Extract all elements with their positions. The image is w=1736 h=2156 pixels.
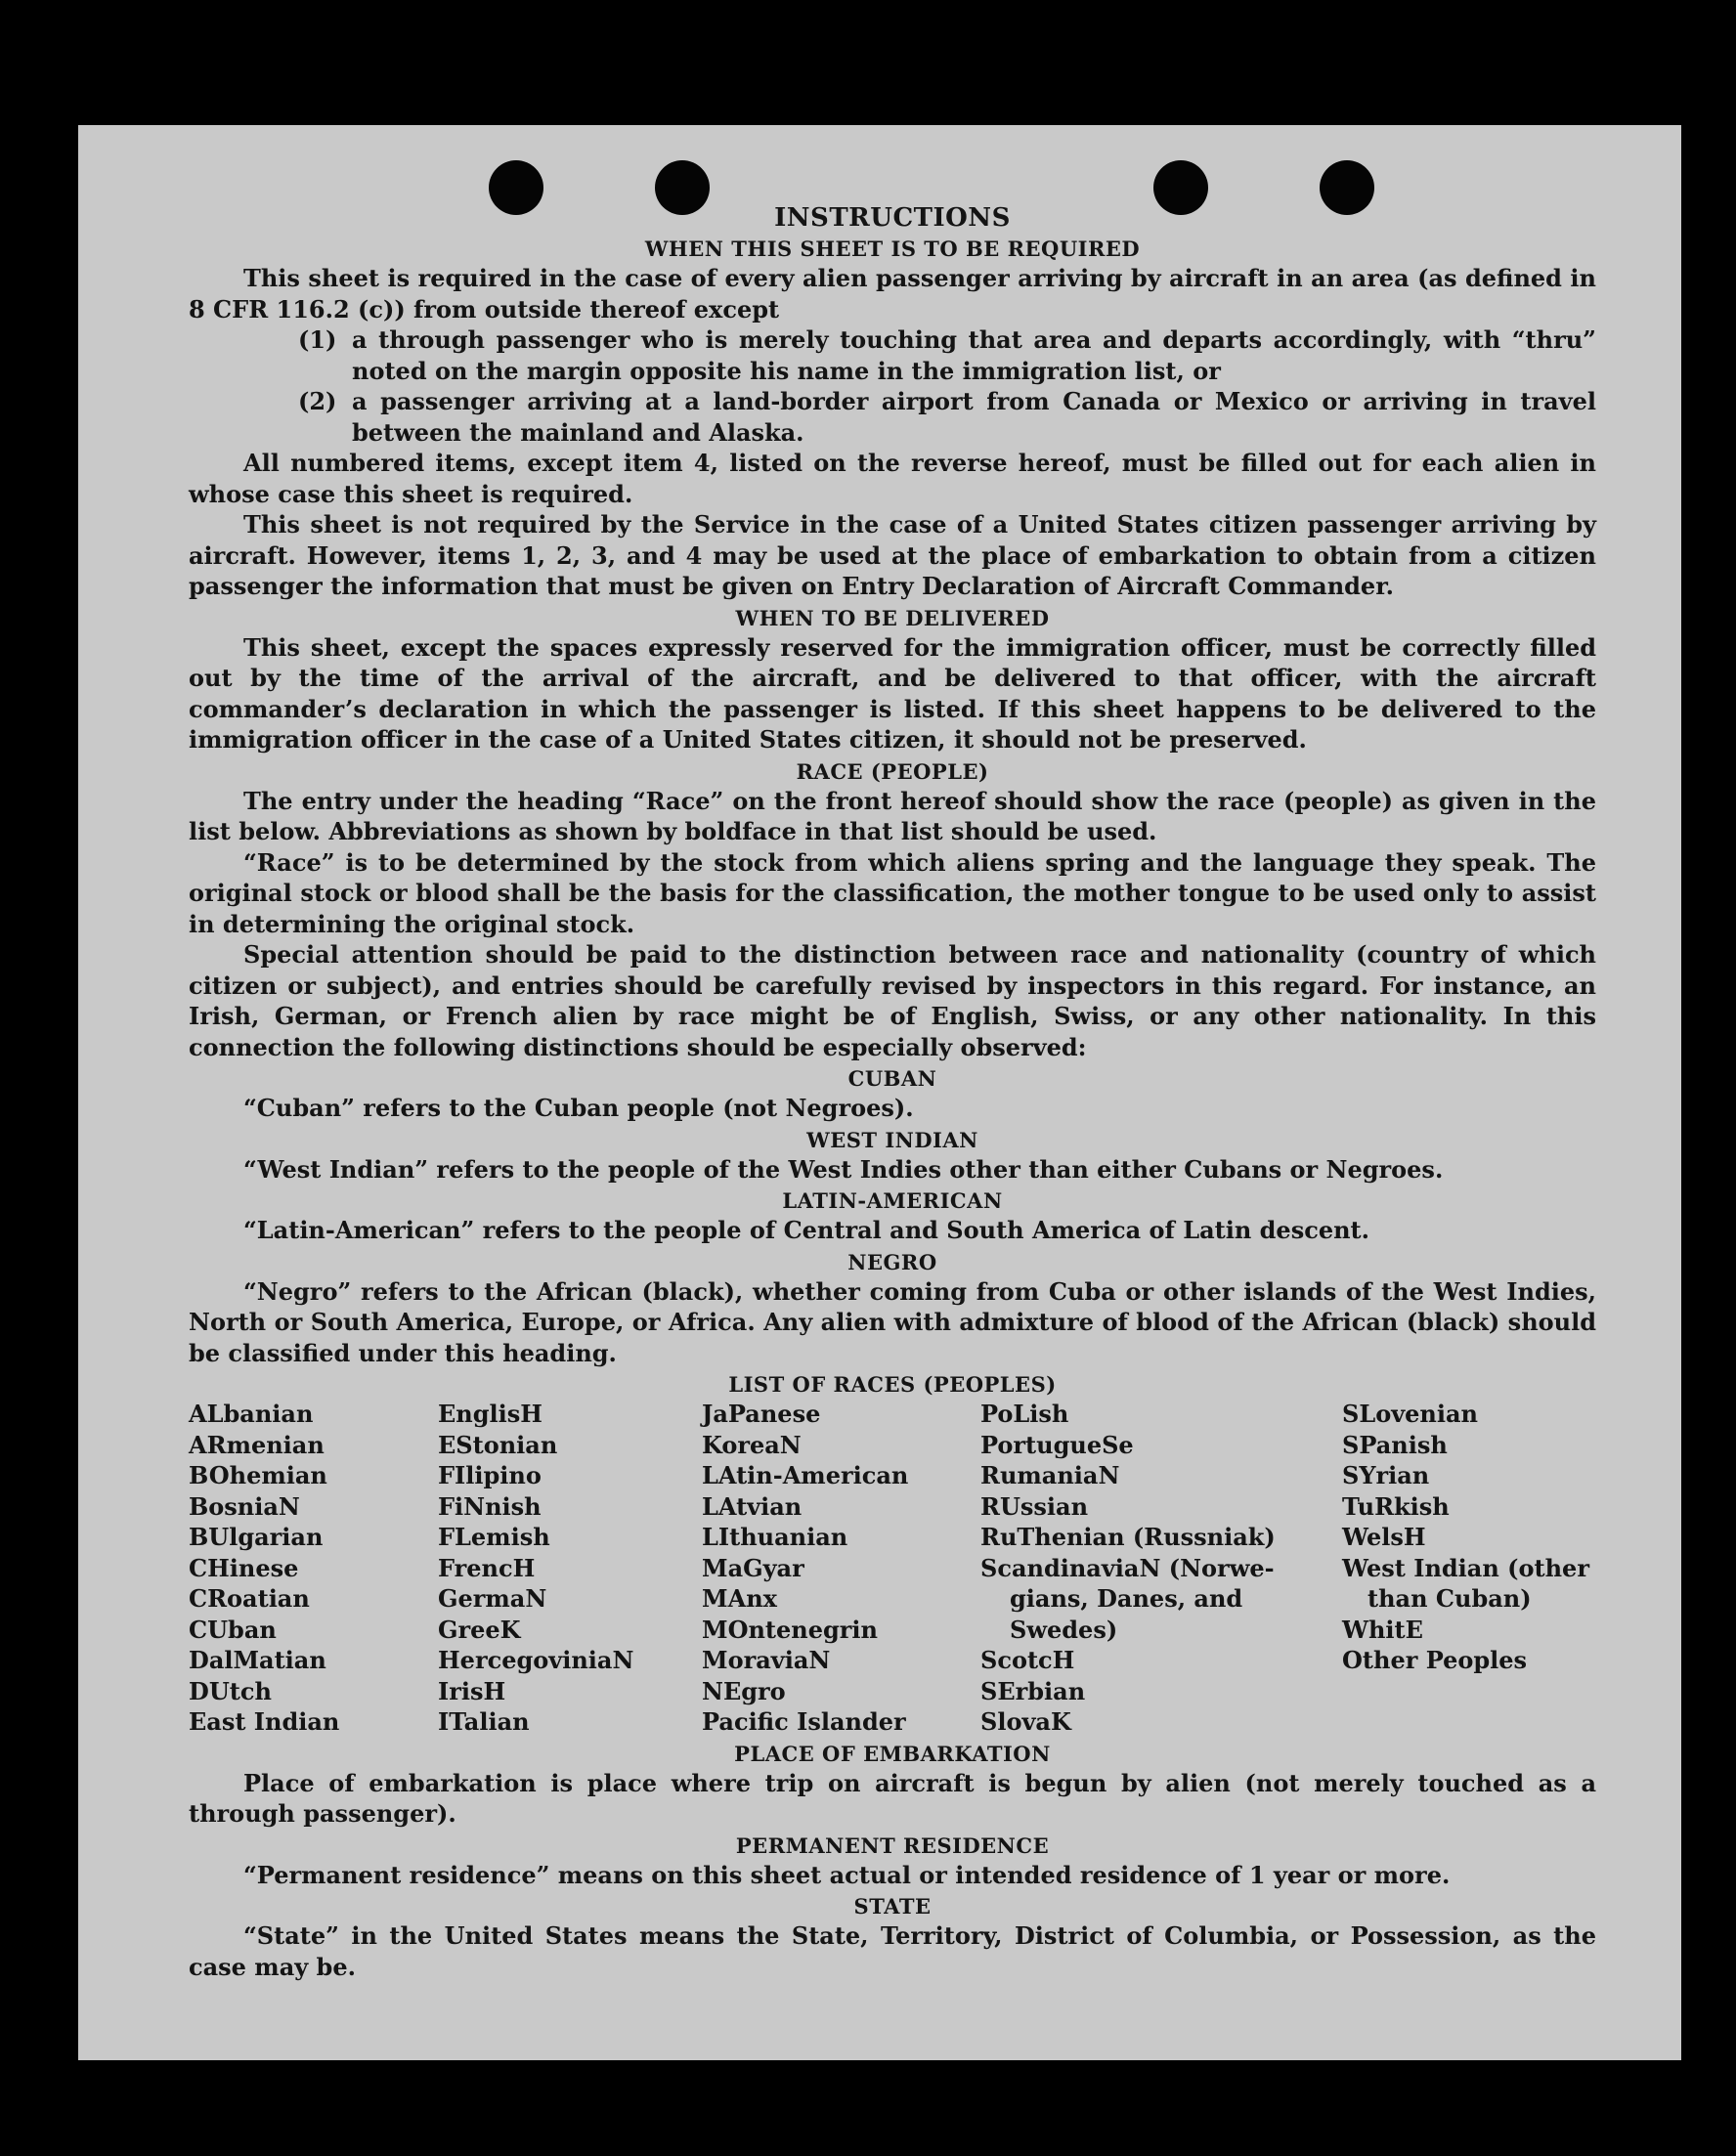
instruction-sheet (78, 125, 1681, 2060)
race-entry: IrisH (438, 1676, 506, 1705)
paragraph: The entry under the heading “Race” on the front hereof should show the race (people) as given in the list below. Abbreviations as shown by boldface in that list should be used. (189, 786, 1596, 845)
numbered-item (298, 324, 1596, 386)
paragraph: Special attention should be paid to the distinction between race and nationality (country of which citizen or subject), and entries should be carefully revised by inspectors in this regard. For instance, an Irish, German, or French alien by race might be of English, Swiss, or any other nationality. In this connection the following distinctions should be especially observed: (189, 940, 1596, 1061)
race-entry: DUtch (189, 1676, 272, 1705)
race-entry: FrencH (438, 1553, 536, 1582)
section-heading: STATE (853, 1894, 932, 1919)
race-entry: ITalian (438, 1707, 530, 1736)
races-column-2 (438, 1399, 702, 1738)
race-entry: BosniaN (189, 1491, 300, 1521)
race-entry: SYrian (1342, 1461, 1430, 1489)
race-entry: BOhemian (189, 1461, 327, 1489)
section-heading: LATIN-AMERICAN (782, 1188, 1003, 1213)
race-entry: Swedes) (1010, 1615, 1118, 1644)
race-entry: GermaN (438, 1584, 547, 1613)
race-entry: DalMatian (189, 1646, 326, 1674)
paragraph: “State” in the United States means the State, Territory, District of Columbia, or Possession, as the case may be. (189, 1921, 1596, 1981)
paragraph: “Race” is to be determined by the stock from which aliens spring and the language they speak. The original stock or blood shall be the basis for the classification, the mother tongue to be used only to assist in determining the original stock. (189, 847, 1596, 938)
paragraph: “Negro” refers to the African (black), whether coming from Cuba or other islands of the West Indies, North or South America, Europe, or Africa. Any alien with admixture of blood of the African (black) should be classified under this heading. (189, 1276, 1596, 1367)
section-heading: RACE (PEOPLE) (796, 758, 989, 784)
race-entry: HercegoviniaN (438, 1646, 634, 1674)
document-body (189, 203, 1596, 1982)
race-entry: FiNnish (438, 1491, 542, 1521)
item-number: (2) (298, 387, 337, 415)
race-entry: SPanish (1342, 1430, 1448, 1459)
paragraph: Place of embarkation is place where trip on aircraft is begun by alien (not merely touched as a through passenger). (189, 1768, 1596, 1828)
race-entry: CUban (189, 1615, 277, 1644)
race-entry: ARmenian (189, 1430, 325, 1459)
race-entry: RumaniaN (980, 1461, 1120, 1489)
numbered-item (298, 386, 1596, 448)
race-entry: PoLish (980, 1400, 1069, 1428)
section-heading: LIST OF RACES (PEOPLES) (728, 1372, 1057, 1397)
races-list (189, 1399, 1596, 1738)
race-entry: MaGyar (702, 1553, 804, 1582)
paragraph: “Latin-American” refers to the people of Central and South America of Latin descent. (243, 1216, 1369, 1244)
race-entry: CRoatian (189, 1584, 310, 1613)
paragraph: This sheet, except the spaces expressly reserved for the immigration officer, must be correctly filled out by the time of the arrival of the aircraft, and be delivered to that officer, with the aircraft commander’s declaration in which the passenger is listed. If this sheet happens to be delivered to the immigration officer in the case of a United States citizen, it should not be preserved. (189, 632, 1596, 754)
paragraph: All numbered items, except item 4, listed on the reverse hereof, must be filled out for each alien in whose case this sheet is required. (189, 449, 1596, 508)
paragraph: “Cuban” refers to the Cuban people (not Negroes). (243, 1094, 914, 1122)
race-entry: TuRkish (1342, 1491, 1450, 1521)
item-text: a passenger arriving at a land-border airport from Canada or Mexico or arriving in travel between the mainland and Alaska. (352, 387, 1596, 447)
item-number: (1) (298, 325, 337, 354)
race-entry: MAnx (702, 1584, 777, 1613)
race-entry: JaPanese (702, 1400, 821, 1428)
race-entry: MoraviaN (702, 1646, 831, 1674)
race-entry: GreeK (438, 1615, 521, 1644)
race-entry: Other Peoples (1342, 1646, 1528, 1674)
section-heading: WHEN TO BE DELIVERED (735, 605, 1050, 630)
section-heading: WEST INDIAN (806, 1127, 978, 1152)
race-entry: BUlgarian (189, 1523, 324, 1551)
page-title: INSTRUCTIONS (774, 203, 1011, 233)
race-entry: than Cuban) (1367, 1584, 1532, 1613)
race-entry: EStonian (438, 1430, 558, 1459)
races-column-1 (189, 1399, 438, 1738)
section-heading: WHEN THIS SHEET IS TO BE REQUIRED (644, 237, 1141, 261)
race-entry: WhitE (1342, 1615, 1423, 1644)
paragraph: “West Indian” refers to the people of the West Indies other than either Cubans or Negroes. (243, 1154, 1444, 1184)
race-entry: WelsH (1342, 1523, 1426, 1551)
race-entry: PortugueSe (980, 1430, 1134, 1459)
race-entry: LAtvian (702, 1491, 803, 1521)
race-entry: ScandinaviaN (Norwe- (980, 1553, 1275, 1582)
paragraph: “Permanent residence” means on this sheet actual or intended residence of 1 year or more. (243, 1860, 1451, 1889)
races-column-5 (1342, 1399, 1596, 1738)
item-text: a through passenger who is merely touching that area and departs accordingly, with “thru” noted on the margin opposite his name in the immigration list, or (352, 325, 1596, 385)
race-entry: RUssian (980, 1491, 1089, 1521)
race-entry: gians, Danes, and (1010, 1584, 1243, 1613)
race-entry: ScotcH (980, 1646, 1075, 1674)
paragraph: This sheet is required in the case of every alien passenger arriving by aircraft in an area (as defined in 8 CFR 116.2 (c)) from outside thereof except (189, 264, 1596, 323)
paragraph: This sheet is not required by the Service in the case of a United States citizen passenger arriving by aircraft. However, items 1, 2, 3, and 4 may be used at the place of embarkation to obtain from a citizen passenger the information that must be given on Entry Declaration of Aircraft Commander. (189, 510, 1596, 600)
race-entry: East Indian (189, 1707, 340, 1736)
races-column-4 (980, 1399, 1342, 1738)
section-heading: PERMANENT RESIDENCE (735, 1833, 1050, 1858)
race-entry: SErbian (980, 1676, 1086, 1705)
race-entry: SLovenian (1342, 1400, 1478, 1428)
race-entry: MOntenegrin (702, 1615, 878, 1644)
race-entry: SlovaK (980, 1707, 1071, 1736)
race-entry: LIthuanian (702, 1523, 848, 1551)
race-entry: FIlipino (438, 1461, 542, 1489)
race-entry: FLemish (438, 1523, 550, 1551)
race-entry: West Indian (other (1342, 1553, 1589, 1582)
race-entry: CHinese (189, 1553, 299, 1582)
race-entry: KoreaN (702, 1430, 802, 1459)
race-entry: EnglisH (438, 1400, 542, 1428)
section-heading: CUBAN (847, 1066, 937, 1091)
section-heading: PLACE OF EMBARKATION (734, 1741, 1051, 1766)
race-entry: RuThenian (Russniak) (980, 1523, 1276, 1551)
race-entry: LAtin-American (702, 1461, 909, 1489)
race-entry: Pacific Islander (702, 1707, 906, 1736)
race-entry: ALbanian (189, 1400, 314, 1428)
race-entry: NEgro (702, 1676, 786, 1705)
section-heading: NEGRO (847, 1249, 937, 1274)
races-column-3 (702, 1399, 980, 1738)
